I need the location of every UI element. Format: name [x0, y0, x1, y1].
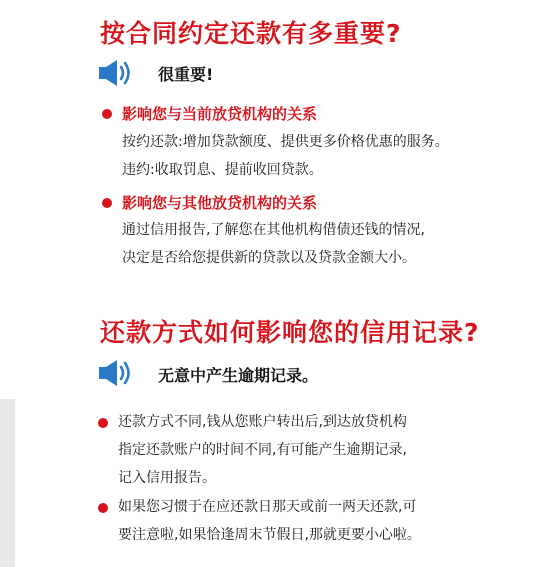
bullet-dot	[102, 109, 112, 119]
section1-item2-heading: 影响您与其他放贷机构的关系	[122, 194, 318, 212]
section1-item2-line2: 决定是否给您提供新的贷款以及贷款金额大小。	[122, 250, 416, 266]
section1-item1-line1: 按约还款:增加贷款额度、提供更多价格优惠的服务。	[122, 134, 449, 150]
section2-item1-line2: 指定还款账户的时间不同,有可能产生逾期记录,	[118, 442, 407, 458]
section2-item2-line1: 如果您习惯于在应还款日那天或前一两天还款,可	[118, 499, 417, 515]
section1-item1-line2: 违约:收取罚息、提前收回贷款。	[122, 162, 323, 178]
section2-item1-line3: 记入信用报告。	[118, 470, 216, 486]
speaker-icon	[97, 358, 137, 388]
section1-item1-heading: 影响您与当前放贷机构的关系	[122, 105, 318, 123]
section2-callout: 无意中产生逾期记录。	[158, 366, 319, 385]
bullet-dot	[98, 418, 108, 428]
bullet-dot	[98, 503, 108, 513]
section2-item2-line2: 要注意啦,如果恰逢周末节假日,那就更要小心啦。	[118, 527, 421, 543]
side-gray-strip	[0, 399, 15, 567]
section2-item1-line1: 还款方式不同,钱从您账户转出后,到达放贷机构	[118, 414, 407, 430]
bullet-dot	[102, 198, 112, 208]
section2-title: 还款方式如何影响您的信用记录?	[100, 318, 480, 347]
section1-title: 按合同约定还款有多重要?	[100, 19, 402, 48]
section1-item2-line1: 通过信用报告,了解您在其他机构借债还钱的情况,	[122, 222, 425, 238]
section1-callout: 很重要!	[158, 65, 214, 84]
speaker-icon	[97, 58, 137, 88]
